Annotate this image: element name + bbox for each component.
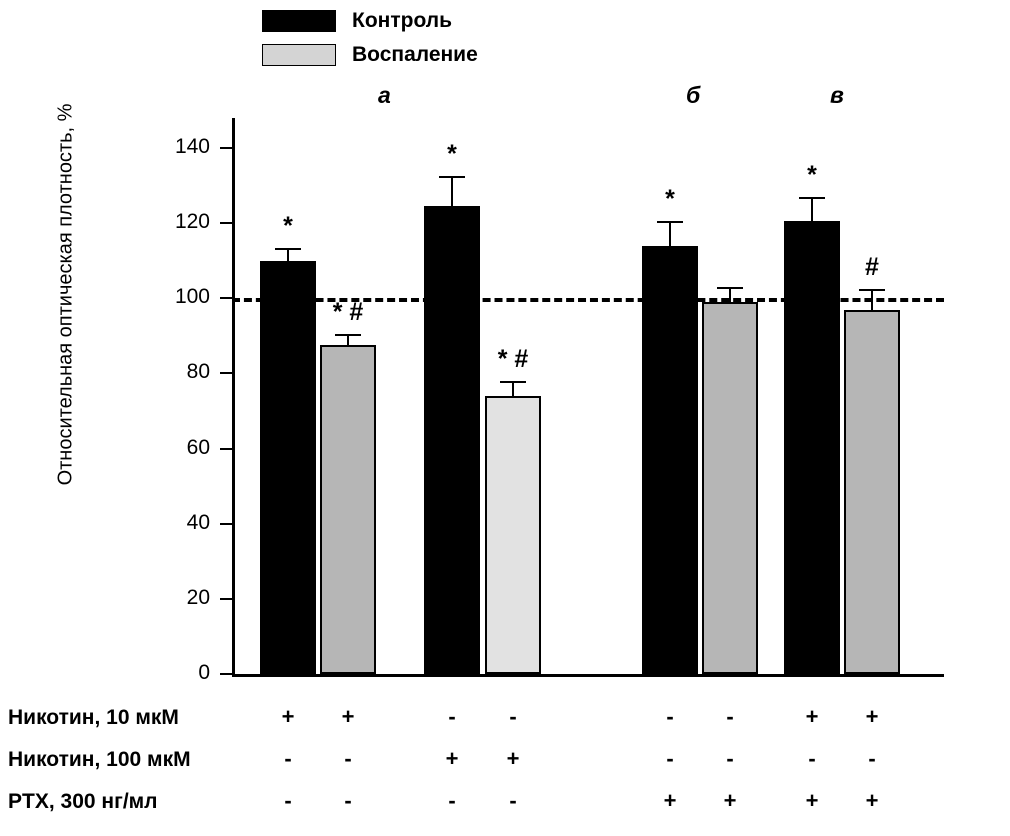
table-row <box>0 742 1010 784</box>
error-bar-cap <box>439 176 465 178</box>
condition-cell: + <box>506 746 520 771</box>
significance-marker: * # <box>497 344 529 373</box>
significance-marker: * # <box>332 298 364 326</box>
error-bar-cap <box>717 287 743 289</box>
y-tick-mark <box>220 598 234 600</box>
condition-cell: - <box>666 746 674 771</box>
bar <box>424 206 480 674</box>
condition-cell: - <box>666 704 674 729</box>
legend-label-control: Контроль <box>352 9 452 32</box>
condition-cell: - <box>448 788 456 813</box>
legend <box>262 6 562 74</box>
error-bar <box>729 287 731 302</box>
y-tick-label: 40 <box>186 510 210 534</box>
bar <box>320 345 376 674</box>
bar <box>642 246 698 674</box>
condition-cell: + <box>445 746 459 771</box>
error-bar-cap <box>799 197 825 199</box>
y-tick-mark <box>220 448 234 450</box>
y-tick-label: 120 <box>174 210 210 234</box>
panel-letter-a: а <box>378 82 391 108</box>
error-bar <box>669 221 671 245</box>
y-tick-mark <box>220 523 234 525</box>
bar <box>844 310 900 674</box>
error-bar <box>451 176 453 206</box>
significance-marker: * <box>283 211 293 240</box>
condition-cell: + <box>663 788 677 813</box>
condition-cell: - <box>726 704 734 729</box>
error-bar <box>811 197 813 221</box>
condition-cell: - <box>284 746 292 771</box>
table-row <box>0 784 1010 826</box>
legend-swatch-control <box>262 10 336 32</box>
y-tick-mark <box>220 372 234 374</box>
bar <box>485 396 541 674</box>
table-row <box>0 700 1010 742</box>
y-tick-mark <box>220 222 234 224</box>
error-bar-cap <box>500 381 526 383</box>
y-tick-mark <box>220 673 234 675</box>
significance-marker: * <box>807 160 817 189</box>
x-axis-line <box>232 674 944 677</box>
bar <box>702 302 758 674</box>
condition-cell: + <box>805 788 819 813</box>
condition-cell: - <box>509 788 517 813</box>
y-tick-label: 20 <box>186 585 210 609</box>
condition-cell: + <box>723 788 737 813</box>
condition-cell: - <box>448 704 456 729</box>
y-axis-title: Относительная оптическая плотность, % <box>54 103 77 486</box>
condition-cell: + <box>281 704 295 729</box>
condition-label: Никотин, 10 мкМ <box>8 706 179 729</box>
condition-cell: - <box>509 704 517 729</box>
legend-swatch-inflammation <box>262 44 336 66</box>
legend-label-inflammation: Воспаление <box>352 43 478 66</box>
y-tick-label: 0 <box>198 661 210 684</box>
bar <box>784 221 840 674</box>
condition-label: Никотин, 100 мкМ <box>8 748 191 771</box>
condition-cell: + <box>865 788 879 813</box>
y-tick-mark <box>220 147 234 149</box>
legend-item-inflammation <box>262 40 562 70</box>
conditions-table <box>0 700 1010 826</box>
y-axis-line <box>232 118 235 676</box>
error-bar-cap <box>335 334 361 336</box>
condition-cell: - <box>284 788 292 813</box>
significance-marker: * <box>447 140 457 169</box>
y-tick-label: 100 <box>174 285 210 309</box>
y-tick-label: 80 <box>186 360 210 384</box>
error-bar <box>512 381 514 396</box>
condition-cell: - <box>726 746 734 771</box>
error-bar <box>871 289 873 310</box>
condition-cell: - <box>344 746 352 771</box>
y-tick-label: 140 <box>174 135 210 159</box>
condition-cell: - <box>344 788 352 813</box>
significance-marker: * <box>665 185 675 214</box>
condition-cell: + <box>341 704 355 729</box>
condition-label: PTX, 300 нг/мл <box>8 790 158 813</box>
condition-cell: - <box>868 746 876 771</box>
error-bar-cap <box>859 289 885 291</box>
error-bar-cap <box>275 248 301 250</box>
condition-cell: + <box>805 704 819 729</box>
significance-marker: # <box>865 252 879 281</box>
legend-item-control <box>262 6 562 36</box>
condition-cell: + <box>865 704 879 729</box>
error-bar-cap <box>657 221 683 223</box>
y-tick-label: 60 <box>186 435 210 459</box>
panel-letter-b: б <box>686 82 701 108</box>
condition-cell: - <box>808 746 816 771</box>
panel-letter-c: в <box>830 82 844 108</box>
